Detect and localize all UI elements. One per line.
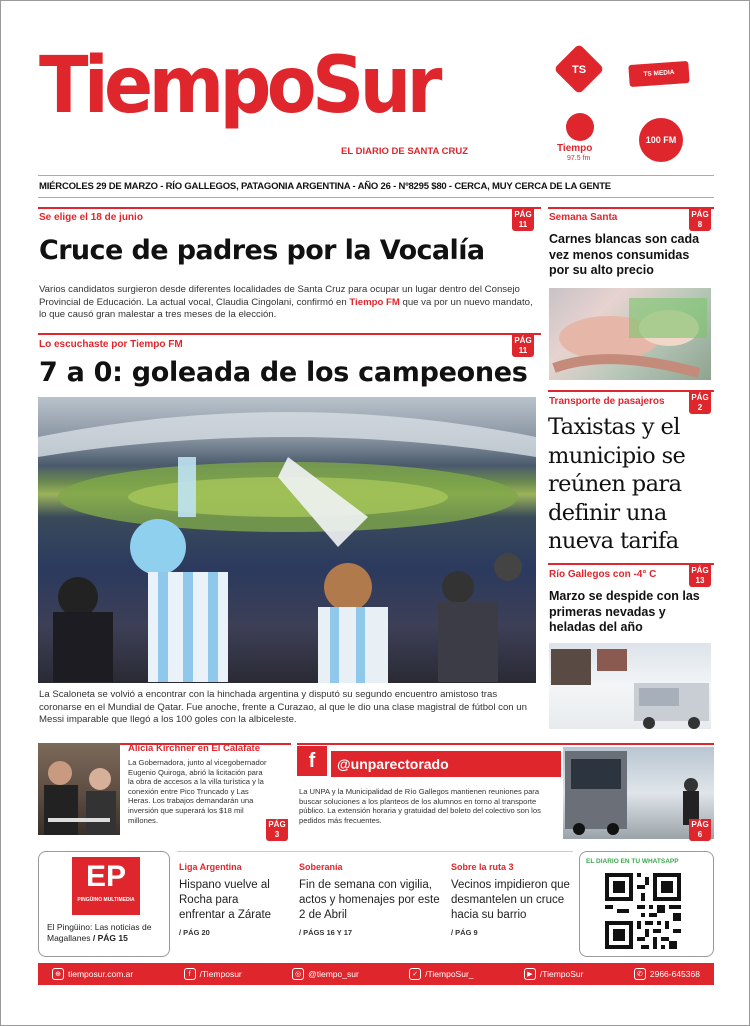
bottom-rule bbox=[177, 851, 573, 852]
side1-kicker: Semana Santa bbox=[549, 212, 618, 223]
unpa-pag-num: 6 bbox=[697, 830, 703, 839]
footer-youtube-text: /TiempoSur bbox=[539, 969, 584, 979]
ep-logo-sub: PINGÜINO MULTIMEDIA bbox=[77, 897, 135, 903]
story1-body bbox=[39, 284, 539, 322]
bottom3-pag: / PÁG 9 bbox=[451, 928, 478, 937]
side1-page-tag[interactable] bbox=[689, 209, 711, 231]
ep-text bbox=[47, 922, 165, 944]
dateline-rule-bottom bbox=[38, 197, 714, 198]
facebook-icon: f bbox=[184, 968, 196, 980]
story2-headline[interactable]: 7 a 0: goleada de los campeones bbox=[39, 357, 528, 388]
bottom3-headline[interactable]: Vecinos impidieron que desmantelen un cruce hacia su barrio bbox=[451, 879, 570, 921]
globe-icon: ⊕ bbox=[52, 968, 64, 980]
bottom1-pag: / PÁG 20 bbox=[179, 928, 210, 937]
story1-body-start: Varios candidatos surgieron desde diferentes localidades de Santa Cruz para ocupar un lugar dentro del Consejo Provincial de Educación. La actual vocal, Claudia Cingolani, confirmó en bbox=[39, 284, 520, 308]
stadium-photo[interactable] bbox=[38, 397, 536, 683]
footer-web[interactable] bbox=[52, 968, 133, 980]
bottom1-headline[interactable]: Hispano vuelve al Rocha para enfrentar a Zárate bbox=[179, 879, 272, 921]
side2-page-tag[interactable] bbox=[689, 392, 711, 414]
kirchner-pag-num: 3 bbox=[274, 830, 280, 839]
story2-kicker: Lo escuchaste por Tiempo FM bbox=[39, 339, 183, 350]
kirchner-photo[interactable] bbox=[38, 743, 120, 835]
footer-whatsapp[interactable] bbox=[634, 968, 700, 980]
side2-pag-label: PÁG bbox=[691, 393, 709, 402]
story2-rule bbox=[38, 333, 541, 335]
footer-instagram[interactable] bbox=[292, 968, 359, 980]
story1-body-end: que va por un nuevo mandato, lo que causó gran malestar a tres meses de la elección. bbox=[39, 296, 533, 320]
instagram-icon: ◎ bbox=[292, 968, 304, 980]
tv-logo-label: TS bbox=[571, 64, 587, 76]
bottom1-kicker: Liga Argentina bbox=[179, 862, 242, 872]
ep-logo-text: EP bbox=[85, 860, 127, 893]
story1-pag-label: PÁG bbox=[514, 210, 532, 219]
story2-pag-num: 11 bbox=[518, 346, 528, 355]
unpa-page-tag[interactable] bbox=[689, 819, 711, 841]
bottom-story-1[interactable] bbox=[179, 862, 287, 937]
side2-pag-num: 2 bbox=[697, 403, 703, 412]
bottom2-kicker: Soberanía bbox=[299, 862, 343, 872]
story2-page-tag[interactable] bbox=[512, 335, 534, 357]
whatsapp-qr-code[interactable] bbox=[605, 873, 681, 949]
stadium-illustration bbox=[38, 397, 536, 683]
twitter-icon: ✓ bbox=[409, 968, 421, 980]
facebook-icon[interactable]: f bbox=[297, 746, 327, 776]
snow-illustration bbox=[549, 643, 711, 729]
side1-pag-num: 8 bbox=[697, 220, 703, 229]
story1-kicker: Se elige el 18 de junio bbox=[39, 212, 143, 223]
footer-bar bbox=[38, 963, 714, 985]
side2-kicker: Transporte de pasajeros bbox=[549, 396, 665, 407]
story1-rule bbox=[38, 207, 541, 209]
story1-page-tag[interactable] bbox=[512, 209, 534, 231]
whatsapp-label: EL DIARIO EN TU WHATSAPP bbox=[586, 858, 679, 865]
masthead-tagline: EL DIARIO DE SANTA CRUZ bbox=[341, 146, 469, 157]
ep-text-main: El Pingüino: Las noticias de Magallanes bbox=[47, 922, 152, 943]
bottom-story-2[interactable] bbox=[299, 862, 441, 937]
snow-photo[interactable] bbox=[549, 643, 711, 729]
bottom2-pag: / PÁGS 16 Y 17 bbox=[299, 928, 353, 937]
ep-pag: / PÁG 15 bbox=[92, 933, 128, 943]
side3-kicker: Río Gallegos con -4° C bbox=[549, 569, 657, 580]
side1-headline[interactable]: Carnes blancas son cada vez menos consumidas por su alto precio bbox=[549, 232, 700, 277]
tiempo-fm-frequency: 97.5 fm bbox=[567, 155, 591, 162]
kirchner-page-tag[interactable] bbox=[266, 819, 288, 841]
footer-whatsapp-text: 2966-645368 bbox=[649, 969, 700, 979]
whatsapp-icon: ✆ bbox=[634, 968, 646, 980]
meat-illustration bbox=[549, 288, 711, 380]
unpa-body: La UNPA y la Municipalidad de Río Gallegos mantienen reuniones para buscar soluciones a los planteos de los alumnos en torno al transporte público. La extensión horaria y gratuidad del boleto del colectivo son los pedidos más frecuentes. bbox=[299, 787, 541, 825]
unpa-rule bbox=[297, 743, 714, 745]
dateline-rule-top bbox=[38, 175, 714, 176]
footer-twitter-text: /TiempoSur_ bbox=[425, 969, 474, 979]
side3-pag-num: 13 bbox=[695, 576, 705, 585]
ts-media-badge[interactable]: TS MEDIA bbox=[628, 61, 689, 87]
kirchner-pag-label: PÁG bbox=[268, 820, 286, 829]
story1-pag-num: 11 bbox=[518, 220, 528, 229]
bottom-story-3[interactable] bbox=[451, 862, 573, 937]
kirchner-kicker: Alicia Kirchner en El Calafate bbox=[128, 743, 260, 754]
footer-facebook[interactable] bbox=[184, 968, 242, 980]
white-meat-photo[interactable] bbox=[549, 288, 711, 380]
bottom2-headline[interactable]: Fin de semana con vigilia, actos y homenajes por este 2 de Abril bbox=[299, 879, 440, 921]
unpa-pag-label: PÁG bbox=[691, 820, 709, 829]
unpa-handle[interactable]: @unparectorado bbox=[331, 751, 561, 777]
kirchner-body: La Gobernadora, junto al vicegobernador Eugenio Quiroga, abrió la licitación para la obra de accesos a la villa turística y la conexión entre Pico Truncado y Las Heras. Los trabajos demandarán una inversión que superará los $18 mil millones. bbox=[128, 758, 267, 825]
story2-caption: La Scaloneta se volvió a encontrar con la hinchada argentina y disputó su segundo encuentro amistoso tras coronarse en el Mundial de Qatar. Fue anoche, frente a Curazao, al que le dio una clase magistral de fútbol con un Messi imparable que llegó a los 100 goles con la albiceleste. bbox=[39, 689, 527, 725]
bottom3-kicker: Sobre la ruta 3 bbox=[451, 862, 514, 872]
story1-headline[interactable]: Cruce de padres por la Vocalía bbox=[39, 235, 485, 266]
kirchner-illustration bbox=[38, 743, 120, 835]
side2-headline[interactable]: Taxistas y el municipio se reúnen para definir una nueva tarifa bbox=[548, 414, 686, 554]
footer-twitter[interactable] bbox=[409, 968, 473, 980]
masthead-logo[interactable]: TiempoSur bbox=[39, 41, 438, 131]
side3-page-tag[interactable] bbox=[689, 565, 711, 587]
story2-pag-label: PÁG bbox=[514, 336, 532, 345]
footer-facebook-text: /Tiemposur bbox=[199, 969, 242, 979]
footer-instagram-text: @tiempo_sur bbox=[308, 969, 359, 979]
dateline: MIÉRCOLES 29 DE MARZO - RÍO GALLEGOS, PATAGONIA ARGENTINA - AÑO 26 - Nº8295 $80 - CERCA, MUY CERCA DE LA GENTE bbox=[39, 181, 611, 192]
footer-youtube[interactable] bbox=[524, 968, 584, 980]
side3-headline[interactable]: Marzo se despide con las primeras nevadas y heladas del año bbox=[549, 589, 700, 634]
tiempo-fm-label: Tiempo bbox=[557, 143, 593, 154]
tiempo-fm-logo[interactable] bbox=[566, 113, 594, 141]
youtube-icon: ▶ bbox=[524, 968, 536, 980]
story1-body-highlight: Tiempo FM bbox=[349, 296, 400, 308]
footer-web-text: tiemposur.com.ar bbox=[68, 969, 134, 979]
fm100-logo[interactable]: 100 FM bbox=[639, 118, 683, 162]
side1-pag-label: PÁG bbox=[691, 210, 709, 219]
side3-pag-label: PÁG bbox=[691, 566, 709, 575]
